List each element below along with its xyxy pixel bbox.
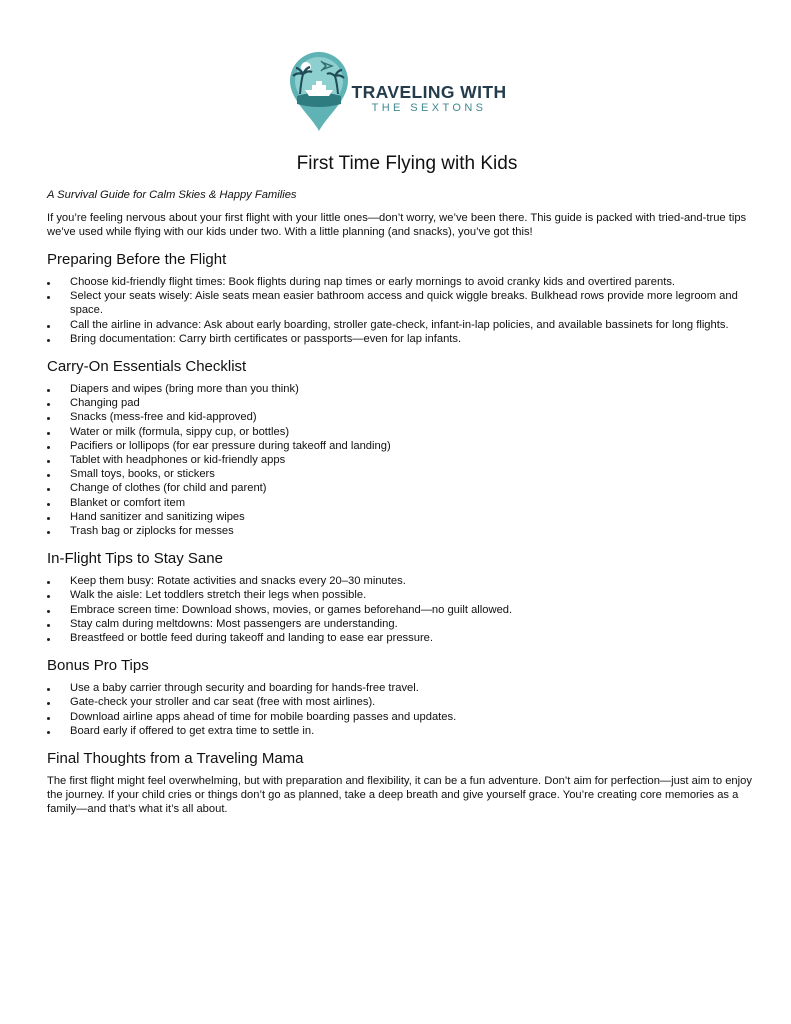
bullet-icon	[47, 296, 50, 299]
section-heading: Bonus Pro Tips	[47, 657, 149, 675]
final-heading: Final Thoughts from a Traveling Mama	[47, 750, 304, 768]
logo	[287, 50, 517, 132]
list-item	[47, 724, 757, 738]
list-item-text: Small toys, books, or stickers	[70, 468, 215, 481]
bullet-list	[47, 275, 757, 346]
list-item	[47, 603, 757, 617]
list-item	[47, 496, 757, 510]
bullet-icon	[47, 282, 50, 285]
bullet-icon	[47, 688, 50, 691]
bullet-icon	[47, 325, 50, 328]
list-item-text: Select your seats wisely: Aisle seats mean easier bathroom access and quick wiggle breaks. Bulkhead rows provide more legroom and space.	[70, 290, 738, 317]
bullet-icon	[47, 517, 50, 520]
list-item-text: Keep them busy: Rotate activities and snacks every 20–30 minutes.	[70, 575, 406, 588]
list-item	[47, 510, 757, 524]
bullet-icon	[47, 432, 50, 435]
logo-text	[349, 83, 509, 115]
list-item-text: Pacifiers or lollipops (for ear pressure during takeoff and landing)	[70, 439, 391, 452]
bullet-icon	[47, 581, 50, 584]
bullet-icon	[47, 531, 50, 534]
bullet-list	[47, 574, 757, 645]
bullet-icon	[47, 702, 50, 705]
list-item-text: Water or milk (formula, sippy cup, or bottles)	[70, 425, 290, 438]
page-subtitle: A Survival Guide for Calm Skies & Happy Families	[47, 189, 297, 201]
bullet-icon	[47, 488, 50, 491]
list-item-text: Choose kid-friendly flight times: Book flights during nap times or early mornings to avoid cranky kids and overtired parents.	[70, 276, 676, 288]
intro-paragraph: If you’re feeling nervous about your first flight with your little ones—don’t worry, we’ve been there. This guide is packed with tried-and-true tips we’ve used while flying with our kids under two. With a little planning (and snacks), you’ve got this!	[47, 212, 747, 238]
list-item	[47, 710, 757, 724]
list-item	[47, 439, 757, 453]
bullet-icon	[47, 339, 50, 342]
list-item-text: Stay calm during meltdowns: Most passengers are understanding.	[70, 617, 398, 630]
final-paragraph: The first flight might feel overwhelming, but with preparation and flexibility, it can be a fun adventure. Don’t aim for perfection—just aim to enjoy the journey. If your child cries or things don’t go as planned, take a deep breath and give yourself grace. You’re creating core memories as a family—and that’s what it’s all about.	[47, 775, 752, 816]
list-item	[47, 396, 757, 410]
list-item	[47, 318, 757, 332]
list-item-text: Call the airline in advance: Ask about early boarding, stroller gate-check, infant-in-lap policies, and available bassinets for long flights.	[70, 318, 729, 331]
list-item-text: Gate-check your stroller and car seat (free with most airlines).	[70, 696, 376, 709]
list-item-text: Walk the aisle: Let toddlers stretch their legs when possible.	[70, 589, 367, 602]
page-title: First Time Flying with Kids	[296, 153, 518, 174]
list-item	[47, 617, 757, 631]
list-item-text: Breastfeed or bottle feed during takeoff and landing to ease ear pressure.	[70, 632, 434, 645]
list-item-text: Snacks (mess-free and kid-approved)	[70, 411, 257, 424]
list-item	[47, 481, 757, 495]
list-item	[47, 631, 757, 645]
list-item-text: Board early if offered to get extra time to settle in.	[70, 724, 315, 737]
list-item-text: Hand sanitizer and sanitizing wipes	[70, 510, 245, 523]
list-item	[47, 467, 757, 481]
section-heading: Preparing Before the Flight	[47, 251, 227, 268]
logo-subtitle: THE SEXTONS	[371, 102, 487, 114]
bullet-icon	[47, 460, 50, 463]
logo-title: TRAVELING WITH	[351, 82, 507, 102]
list-item	[47, 453, 757, 467]
list-item	[47, 410, 757, 424]
bullet-icon	[47, 503, 50, 506]
list-item	[47, 574, 757, 588]
bullet-icon	[47, 474, 50, 477]
list-item	[47, 695, 757, 709]
list-item-text: Blanket or comfort item	[70, 496, 186, 509]
section-heading: Carry-On Essentials Checklist	[47, 358, 247, 376]
list-item-text: Embrace screen time: Download shows, movies, or games beforehand—no guilt allowed.	[70, 603, 513, 616]
list-item-text: Bring documentation: Carry birth certificates or passports—even for lap infants.	[70, 332, 462, 345]
bullet-icon	[47, 638, 50, 641]
bullet-list	[47, 382, 757, 538]
bullet-icon	[47, 610, 50, 613]
bullet-list	[47, 681, 757, 738]
bullet-icon	[47, 624, 50, 627]
list-item-text: Diapers and wipes (bring more than you think)	[70, 383, 299, 396]
document-body	[47, 150, 757, 816]
bullet-icon	[47, 595, 50, 598]
list-item	[47, 681, 757, 695]
map-pin-island-icon	[287, 50, 351, 132]
sections-container	[47, 251, 757, 738]
bullet-icon	[47, 446, 50, 449]
list-item	[47, 382, 757, 396]
bullet-icon	[47, 389, 50, 392]
list-item-text: Tablet with headphones or kid-friendly apps	[70, 454, 286, 467]
list-item-text: Trash bag or ziplocks for messes	[70, 525, 234, 538]
list-item-text: Change of clothes (for child and parent)	[70, 482, 267, 495]
bullet-icon	[47, 717, 50, 720]
list-item-text: Download airline apps ahead of time for mobile boarding passes and updates.	[70, 710, 457, 723]
list-item	[47, 332, 757, 346]
bullet-icon	[47, 731, 50, 734]
list-item	[47, 524, 757, 538]
list-item	[47, 275, 757, 289]
bullet-icon	[47, 403, 50, 406]
list-item-text: Use a baby carrier through security and boarding for hands-free travel.	[70, 682, 419, 695]
list-item	[47, 289, 757, 317]
list-item	[47, 425, 757, 439]
list-item-text: Changing pad	[70, 397, 140, 410]
list-item	[47, 588, 757, 602]
bullet-icon	[47, 417, 50, 420]
section-heading: In-Flight Tips to Stay Sane	[47, 550, 223, 568]
